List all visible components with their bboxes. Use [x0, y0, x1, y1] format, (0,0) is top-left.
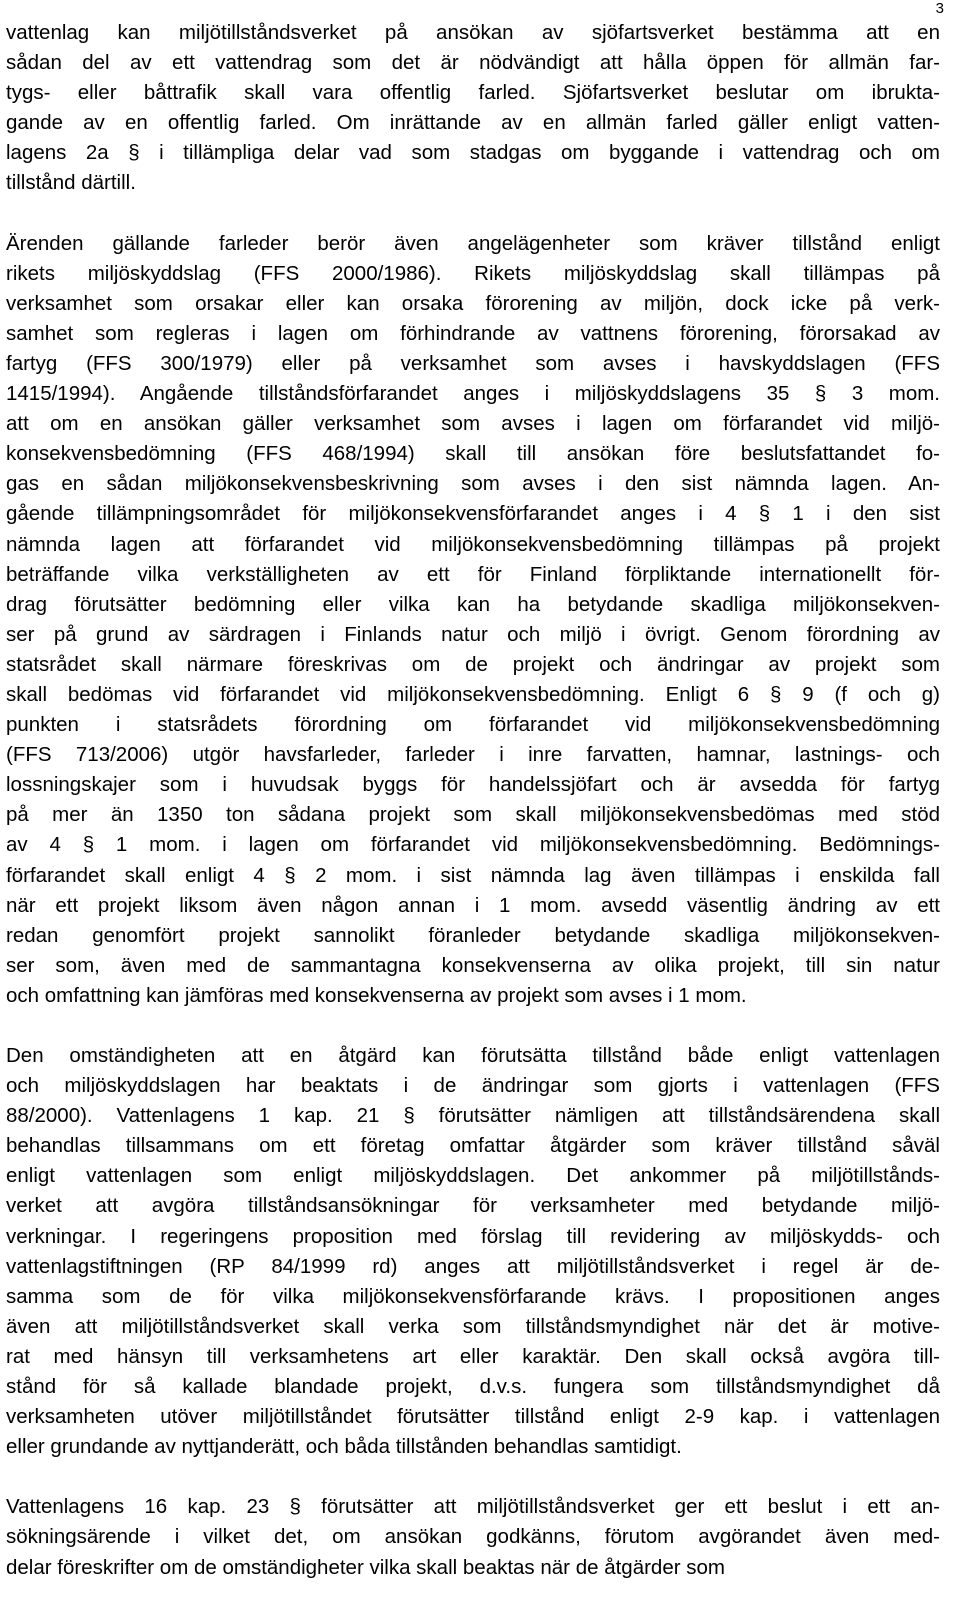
text-line: enligt vattenlagen som enligt miljöskyddslagen. Det ankommer på miljötillstånds- [6, 1164, 940, 1188]
text-line: (FFS 713/2006) utgör havsfarleder, farleder i inre farvatten, hamnar, lastnings- och [6, 743, 940, 767]
text-line: gående tillämpningsområdet för miljökonsekvensförfarandet anges i 4 § 1 i den sist [6, 502, 940, 526]
text-line: konsekvensbedömning (FFS 468/1994) skall till ansökan före beslutsfattandet fo- [6, 442, 940, 466]
paragraph [6, 1492, 940, 1582]
text-line: verksamheten utöver miljötillståndet förutsätter tillstånd enligt 2-9 kap. i vattenlagen [6, 1405, 940, 1429]
text-line: fartyg (FFS 300/1979) eller på verksamhet som avses i havskyddslagen (FFS [6, 351, 940, 375]
document-body [6, 18, 940, 1613]
text-line: redan genomfört projekt sannolikt föranleder betydande skadliga miljökonsekven- [6, 923, 940, 947]
text-line: verkningar. I regeringens proposition med förslag till revidering av miljöskydds- och [6, 1224, 940, 1248]
text-line: och miljöskyddslagen har beaktats i de ändringar som gjorts i vattenlagen (FFS [6, 1074, 940, 1098]
paragraph [6, 18, 940, 199]
paragraph [6, 1041, 940, 1462]
text-line: ser som, även med de sammantagna konsekvenserna av olika projekt, till sin natur [6, 953, 940, 977]
text-line: gande av en offentlig farled. Om inrättande av en allmän farled gäller enligt vatten- [6, 111, 940, 135]
text-line: punkten i statsrådets förordning om förfarandet vid miljökonsekvensbedömning [6, 713, 940, 737]
text-line: samhet som regleras i lagen om förhindrande av vattnens förorening, förorsakad av [6, 321, 940, 345]
text-line: förfarandet skall enligt 4 § 2 mom. i sist nämnda lag även tillämpas i enskilda fall [6, 863, 940, 887]
text-line: skall bedömas vid förfarandet vid miljökonsekvensbedömning. Enligt 6 § 9 (f och g) [6, 682, 940, 706]
paragraph [6, 229, 940, 1011]
text-line: verksamhet som orsakar eller kan orsaka förorening av miljön, dock icke på verk- [6, 291, 940, 315]
text-line: att om en ansökan gäller verksamhet som avses i lagen om förfarandet vid miljö- [6, 412, 940, 436]
text-line: 1415/1994). Angående tillståndsförfarandet anges i miljöskyddslagens 35 § 3 mom. [6, 382, 940, 406]
text-line: drag förutsätter bedömning eller vilka kan ha betydande skadliga miljökonsekven- [6, 592, 940, 616]
text-line: rat med hänsyn till verksamhetens art eller karaktär. Den skall också avgöra till- [6, 1344, 940, 1368]
text-line: rikets miljöskyddslag (FFS 2000/1986). Rikets miljöskyddslag skall tillämpas på [6, 261, 940, 285]
text-line: behandlas tillsammans om ett företag omfattar åtgärder som kräver tillstånd såväl [6, 1134, 940, 1158]
text-line: samma som de för vilka miljökonsekvensförfarande krävs. I propositionen anges [6, 1284, 940, 1308]
text-line: när ett projekt liksom även någon annan i 1 mom. avsedd väsentlig ändring av ett [6, 893, 940, 917]
text-line: på mer än 1350 ton sådana projekt som skall miljökonsekvensbedömas med stöd [6, 803, 940, 827]
text-line: ser på grund av särdragen i Finlands natur och miljö i övrigt. Genom förordning av [6, 622, 940, 646]
text-line: verket att avgöra tillståndsansökningar för verksamheter med betydande miljö- [6, 1194, 940, 1218]
text-line: eller grundande av nyttjanderätt, och båda tillstånden behandlas samtidigt. [6, 1435, 682, 1459]
text-line: lagens 2a § i tillämpliga delar vad som stadgas om byggande i vattendrag och om [6, 141, 940, 165]
text-line: av 4 § 1 mom. i lagen om förfarandet vid miljökonsekvensbedömning. Bedömnings- [6, 833, 940, 857]
text-line: vattenlagstiftningen (RP 84/1999 rd) anges att miljötillståndsverket i regel är de- [6, 1254, 940, 1278]
text-line: delar föreskrifter om de omständigheter vilka skall beaktas när de åtgärder som [6, 1555, 725, 1579]
text-line: 88/2000). Vattenlagens 1 kap. 21 § förutsätter nämligen att tillståndsärendena skall [6, 1104, 940, 1128]
text-line: sökningsärende i vilket det, om ansökan godkänns, förutom avgörandet även med- [6, 1525, 940, 1549]
text-line: Den omständigheten att en åtgärd kan förutsätta tillstånd både enligt vattenlagen [6, 1044, 940, 1067]
text-line: sådan del av ett vattendrag som det är nödvändigt att hålla öppen för allmän far- [6, 51, 940, 75]
text-line: Ärenden gällande farleder berör även angelägenheter som kräver tillstånd enligt [6, 231, 940, 255]
text-line: nämnda lagen att förfarandet vid miljökonsekvensbedömning tillämpas på projekt [6, 532, 940, 556]
page-number: 3 [935, 0, 944, 17]
text-line: även att miljötillståndsverket skall verka som tillståndsmyndighet när det är motive- [6, 1314, 940, 1338]
text-line: vattenlag kan miljötillståndsverket på ansökan av sjöfartsverket bestämma att en [6, 21, 940, 44]
text-line: och omfattning kan jämföras med konsekvenserna av projekt som avses i 1 mom. [6, 983, 747, 1007]
text-line: stånd för så kallade blandade projekt, d.v.s. fungera som tillståndsmyndighet då [6, 1375, 940, 1399]
text-line: Vattenlagens 16 kap. 23 § förutsätter att miljötillståndsverket ger ett beslut i ett an- [6, 1495, 940, 1519]
text-line: tygs- eller båttrafik skall vara offentlig farled. Sjöfartsverket beslutar om ibrukta- [6, 81, 940, 105]
text-line: gas en sådan miljökonsekvensbeskrivning som avses i den sist nämnda lagen. An- [6, 472, 940, 496]
text-line: statsrådet skall närmare föreskrivas om de projekt och ändringar av projekt som [6, 652, 940, 676]
text-line: tillstånd därtill. [6, 171, 136, 195]
text-line: lossningskajer som i huvudsak byggs för handelssjöfart och är avsedda för fartyg [6, 773, 940, 797]
text-line: beträffande vilka verkställigheten av ett för Finland förpliktande internationellt för- [6, 562, 940, 586]
